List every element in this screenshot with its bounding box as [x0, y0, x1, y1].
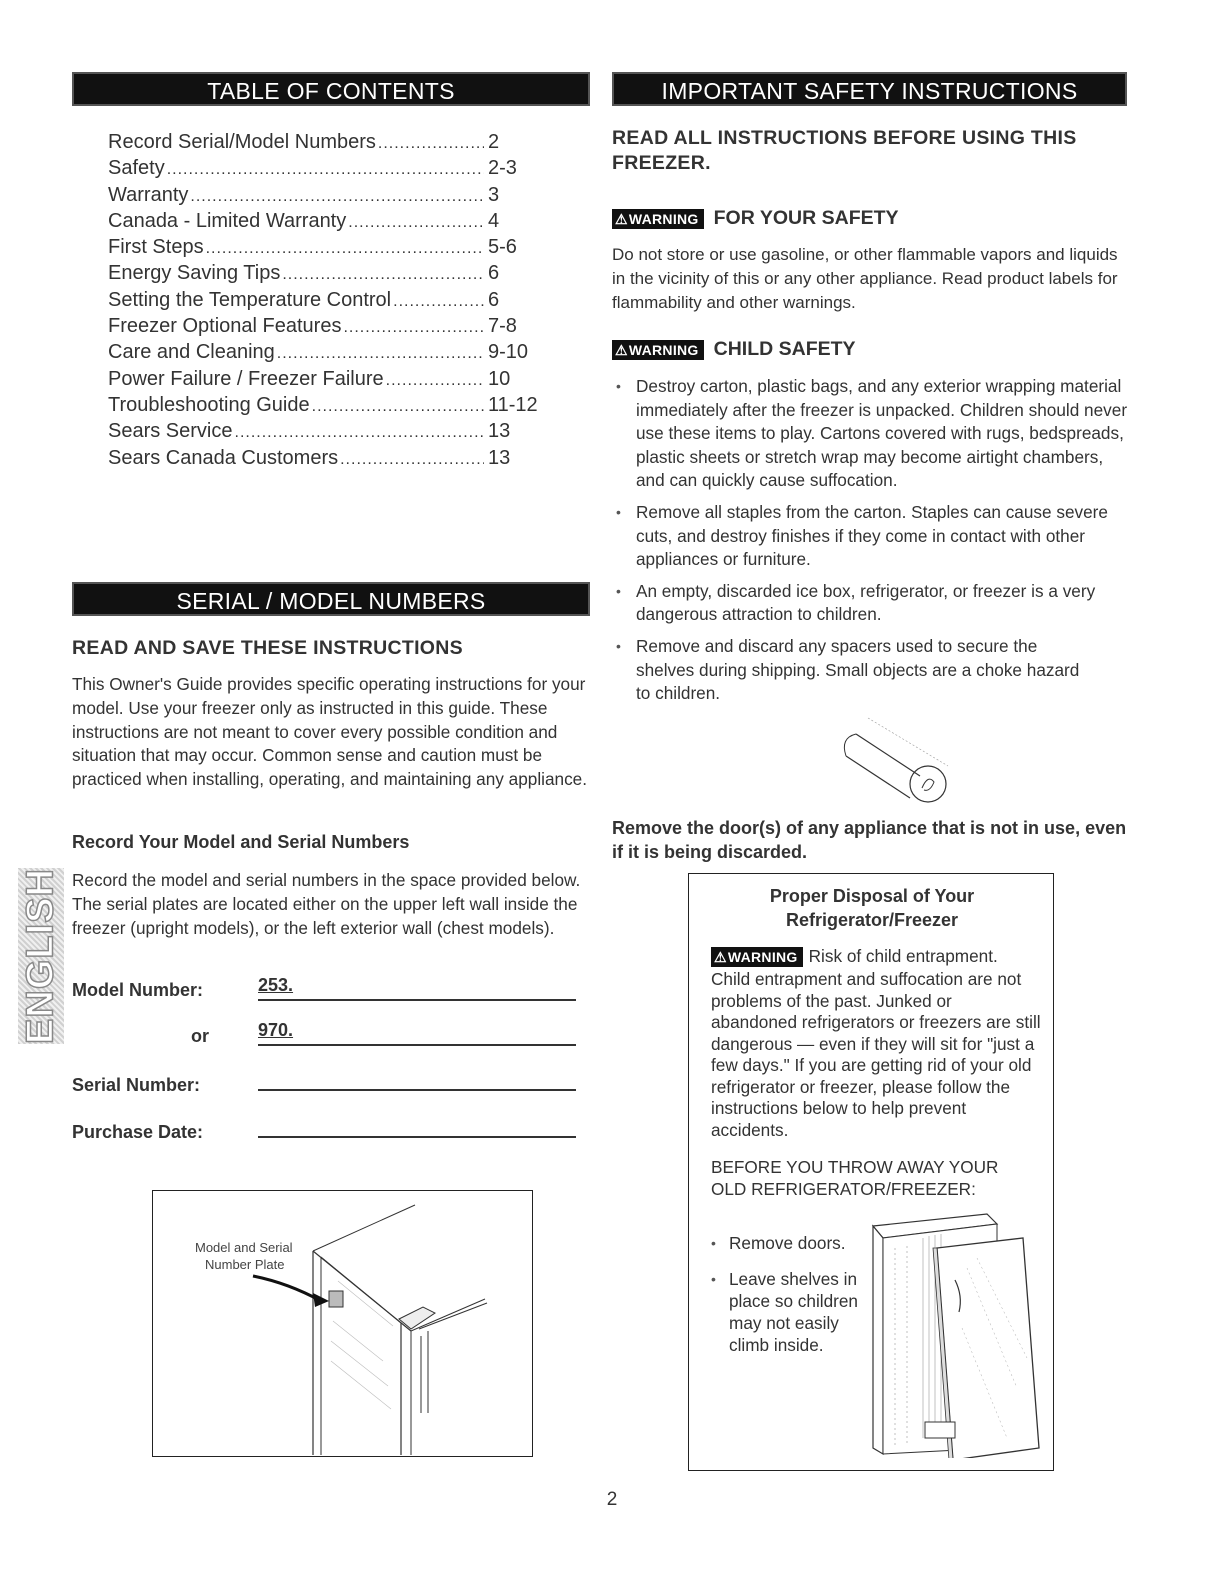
toc-leader-dots: [235, 424, 485, 442]
disposal-title-line-2: Refrigerator/Freezer: [785, 910, 959, 930]
read-save-paragraph: This Owner's Guide provides specific operating instructions for your model. Use your freezer only as instructed in this guide. These instructions are not meant to cover every possible condition and situation that may occur. Common sense and caution must be practiced when installing, operating, and maintaining any appliance.: [72, 674, 588, 790]
record-numbers-paragraph: Record the model and serial numbers in the space provided below. The serial plates are located either on the upper left wall inside the freezer (upright models), or the left exterior wall (chest models).: [72, 870, 581, 938]
safety-banner: IMPORTANT SAFETY INSTRUCTIONS: [612, 72, 1127, 106]
toc-entry-page: 6: [488, 262, 500, 285]
toc-entry-page: 5-6: [488, 236, 517, 259]
toc-entry-label: Troubleshooting Guide: [108, 393, 310, 416]
figure-caption-line-2: Number Plate: [205, 1257, 285, 1272]
toc-entry: [108, 184, 548, 210]
model-number-prefix-2: 970.: [258, 1020, 294, 1040]
toc-leader-dots: [206, 240, 484, 258]
serial-plate-figure: [152, 1190, 533, 1457]
toc-entry-page: 2: [488, 131, 500, 153]
toc-entry-page: 9-10: [488, 341, 529, 364]
model-number-label: Model Number:: [72, 980, 204, 1000]
warning-badge: [711, 947, 803, 967]
toc-leader-dots: [167, 161, 484, 179]
toc-leader-dots: [282, 266, 484, 284]
child-safety-heading: [612, 338, 856, 361]
toc-entry-page: 2-3: [488, 157, 517, 180]
warning-badge: [612, 340, 704, 360]
freezer-door-removed-illustration: [867, 1208, 1047, 1458]
toc-entry: [108, 368, 548, 394]
toc-entry-page: 4: [488, 209, 500, 232]
toc-leader-dots: [190, 188, 484, 206]
toc-entry-label: Sears Service: [108, 420, 233, 443]
english-side-tab: [18, 868, 64, 1044]
toc-entry-label: Setting the Temperature Control: [108, 288, 392, 311]
toc-entry-label: First Steps: [108, 236, 204, 259]
list-item: • Leave shelves in place so children may not easily climb inside.: [707, 1268, 867, 1356]
toc-leader-dots: [378, 135, 484, 153]
list-item: • Remove all staples from the carton. Staples can cause severe cuts, and destroy finishes if they come in contact with other appliances or furniture.: [612, 501, 1132, 572]
toc-entry: [108, 394, 548, 420]
read-save-heading: READ AND SAVE THESE INSTRUCTIONS: [72, 637, 463, 659]
table-of-contents: [108, 131, 548, 473]
toc-entry-page: 13: [488, 446, 511, 469]
toc-entry-label: Warranty: [108, 183, 189, 206]
warning-badge-label: WARNING: [628, 210, 699, 227]
warning-triangle-icon: ⚠: [615, 210, 628, 227]
before-throw-away-text: BEFORE YOU THROW AWAY YOUR OLD REFRIGERATOR/FREEZER:: [711, 1157, 999, 1199]
proper-disposal-box: [688, 873, 1054, 1471]
serial-number-label: Serial Number:: [72, 1075, 201, 1095]
toc-entry: [108, 420, 548, 446]
toc-entry: [108, 341, 548, 367]
freezer-corner-illustration: [153, 1191, 531, 1455]
toc-entry-page: 11-12: [488, 393, 538, 416]
for-your-safety-paragraph: Do not store or use gasoline, or other flammable vapors and liquids in the vicinity of this or any other appliance. Read product labels for flammability and other warnings.: [612, 245, 1118, 312]
serial-number-field[interactable]: [258, 1065, 576, 1091]
toc-entry-page: 3: [488, 183, 500, 206]
purchase-date-field[interactable]: [258, 1112, 576, 1138]
toc-entry-label: Sears Canada Customers: [108, 446, 339, 469]
toc-leader-dots: [386, 372, 484, 390]
page-number: 2: [606, 1489, 618, 1510]
warning-badge-label: WARNING: [628, 341, 699, 358]
toc-banner: TABLE OF CONTENTS: [72, 72, 590, 106]
list-item: • Remove doors.: [707, 1232, 867, 1254]
warning-badge-label: WARNING: [727, 948, 798, 965]
purchase-date-label: Purchase Date:: [72, 1122, 204, 1142]
toc-entry-label: Energy Saving Tips: [108, 262, 281, 285]
toc-entry-label: Canada - Limited Warranty: [108, 209, 347, 232]
disposal-title-line-1: Proper Disposal of Your: [769, 886, 975, 906]
list-item: • Destroy carton, plastic bags, and any exterior wrapping material immediately after the freezer is unpacked. Children should never use these items to play. Cartons covered with rugs, bedspreads, plastic sheets or stretch wrap may become airtight chambers, and can quickly cause suffocation.: [612, 375, 1132, 493]
remove-doors-warning: Remove the door(s) of any appliance that is not in use, even if it is being discarded.: [612, 818, 1127, 862]
toc-entry: [108, 236, 548, 262]
disposal-steps-list: [707, 1232, 867, 1370]
warning-triangle-icon: ⚠: [615, 341, 628, 358]
model-number-field-2[interactable]: [258, 1020, 576, 1046]
toc-leader-dots: [348, 214, 484, 232]
list-item: • Remove and discard any spacers used to secure the shelves during shipping. Small objects are a choke hazard to children.: [612, 635, 1092, 706]
serial-model-banner: SERIAL / MODEL NUMBERS: [72, 582, 590, 616]
toc-entry: [108, 210, 548, 236]
warning-badge: [612, 209, 704, 229]
toc-entry: [108, 289, 548, 315]
child-safety-label: CHILD SAFETY: [713, 338, 856, 360]
toc-leader-dots: [312, 398, 484, 416]
toc-leader-dots: [277, 345, 484, 363]
figure-caption-line-1: Model and Serial: [195, 1240, 293, 1255]
list-item: • An empty, discarded ice box, refrigerator, or freezer is a very dangerous attraction to children.: [612, 580, 1132, 627]
toc-entry-page: 7-8: [488, 315, 517, 338]
toc-entry: [108, 315, 548, 341]
side-tab-label: ENGLISH: [19, 868, 62, 1044]
record-numbers-heading: Record Your Model and Serial Numbers: [72, 832, 410, 852]
toc-entry-label: Care and Cleaning: [108, 341, 275, 364]
model-number-field-1[interactable]: [258, 975, 576, 1001]
read-all-heading-line-2: FREEZER.: [612, 152, 711, 174]
for-your-safety-label: FOR YOUR SAFETY: [713, 207, 899, 229]
disposal-risk-text: Risk of child entrapment.: [808, 946, 998, 966]
for-your-safety-heading: [612, 207, 899, 230]
toc-entry: [108, 157, 548, 183]
read-all-heading-line-1: READ ALL INSTRUCTIONS BEFORE USING THIS: [612, 127, 1077, 149]
toc-entry-label: Record Serial/Model Numbers: [108, 131, 376, 153]
disposal-paragraph: Child entrapment and suffocation are not problems of the past. Junked or abandoned refrigerators or freezers are still dangerous — even if they will sit for "just a few days." If you are getting rid of your old refrigerator or freezer, please follow the instructions below to help prevent accidents.: [711, 969, 1041, 1140]
child-safety-list: [612, 375, 1132, 714]
toc-leader-dots: [343, 319, 484, 337]
toc-entry-page: 10: [488, 367, 511, 390]
model-number-prefix-1: 253.: [258, 975, 294, 995]
toc-entry-page: 6: [488, 288, 500, 311]
toc-entry: [108, 447, 548, 473]
toc-entry-label: Power Failure / Freezer Failure: [108, 367, 384, 390]
warning-triangle-icon: ⚠: [714, 948, 727, 965]
toc-entry-label: Safety: [108, 157, 165, 180]
toc-leader-dots: [393, 293, 484, 311]
toc-entry-label: Freezer Optional Features: [108, 315, 342, 338]
toc-entry: [108, 131, 548, 157]
disposal-warning-line: [711, 946, 998, 967]
toc-entry: [108, 262, 548, 288]
or-label: or: [191, 1026, 209, 1046]
toc-entry-page: 13: [488, 420, 511, 443]
toc-leader-dots: [340, 451, 484, 469]
spacer-illustration: [838, 716, 958, 806]
